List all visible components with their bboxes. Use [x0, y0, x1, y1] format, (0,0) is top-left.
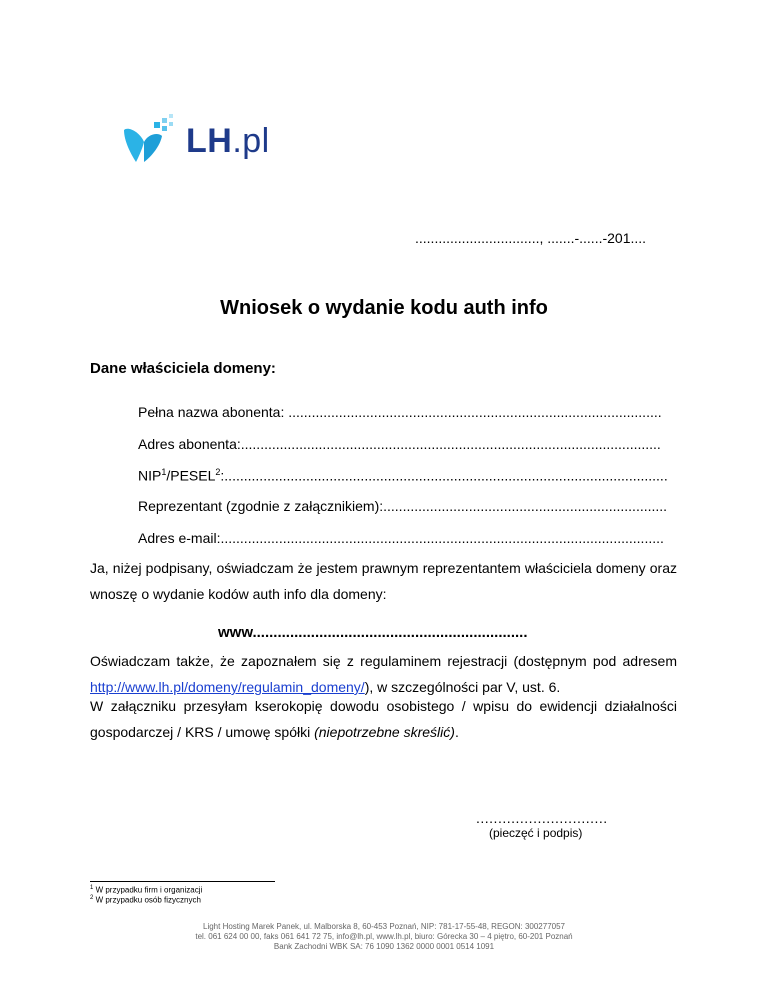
nip-pesel-dots: :.................................................................................................................. [220, 467, 668, 484]
regulations-text-after: ), w szczególności par V, ust. 6. [364, 679, 561, 695]
footnote-ref-1: 1 [161, 467, 167, 477]
signature-label: (pieczęć i podpis) [489, 826, 583, 840]
footnote-2 [90, 895, 201, 905]
footer-line-1: Light Hosting Marek Panek, ul. Malborska 8, 60-453 Poznań, NIP: 781-17-55-48, REGON: 300277057 [203, 922, 565, 931]
footer-line-3: Bank Zachodni WBK SA: 76 1090 1362 0000 0001 0514 1091 [273, 942, 495, 951]
footer-line-2: tel. 061 624 00 00, faks 061 641 72 75, info@lh.pl, www.lh.pl, biuro: Górecka 30 – 4 piętro, 60-201 Poznań [195, 932, 573, 941]
nip-label: NIP [138, 467, 162, 484]
field-nip-pesel [138, 467, 668, 484]
regulations-link[interactable]: http://www.lh.pl/domeny/regulamin_domeny/ [90, 679, 365, 695]
field-address: Adres abonenta:............................................................................................................ [138, 436, 661, 452]
declaration-paragraph: Ja, niżej podpisany, oświadczam że jestem prawnym reprezentantem właściciela domeny oraz wnoszę o wydanie kodów auth info dla domeny: [90, 560, 677, 602]
footnote-1-number: 1 [90, 885, 94, 891]
footnote-divider [90, 881, 275, 882]
attachment-note: (niepotrzebne skreślić) [314, 724, 455, 740]
logo-wordmark [186, 122, 270, 161]
footnote-ref-2: 2 [215, 467, 221, 477]
footnote-2-number: 2 [90, 895, 94, 901]
owner-section-heading: Dane właściciela domeny: [90, 360, 276, 377]
attachment-end: . [454, 724, 459, 740]
field-full-name: Pełna nazwa abonenta: ................................................................................................ [138, 404, 662, 420]
field-email: Adres e-mail:.................................................................................................................. [138, 530, 664, 546]
butterfly-icon [118, 112, 178, 172]
regulations-text-before: Oświadczam także, że zapoznałem się z regulaminem rejestracji (dostępnym pod adresem [90, 653, 677, 669]
footnote-2-text: W przypadku osób fizycznych [93, 895, 201, 905]
attachment-text: W załączniku przesyłam kserokopię dowodu osobistego / wpisu do ewidencji działalności gospodarczej / KRS / umowę spółki [90, 698, 677, 740]
pesel-label: /PESEL [166, 467, 216, 484]
field-representative: Reprezentant (zgodnie z załącznikiem):......................................................................... [138, 498, 668, 514]
footnote-1 [90, 885, 202, 895]
attachment-paragraph [90, 693, 677, 745]
domain-line: www.................................................................. [218, 624, 528, 641]
signature-line: .............................. [476, 810, 608, 826]
date-line: ................................, .......-......-201.... [415, 230, 647, 246]
company-logo [118, 112, 298, 172]
logo-suffix: .pl [232, 122, 270, 160]
footnote-1-text: W przypadku firm i organizacji [93, 885, 203, 895]
logo-brand: LH [186, 122, 233, 160]
page-title: Wniosek o wydanie kodu auth info [220, 297, 548, 319]
